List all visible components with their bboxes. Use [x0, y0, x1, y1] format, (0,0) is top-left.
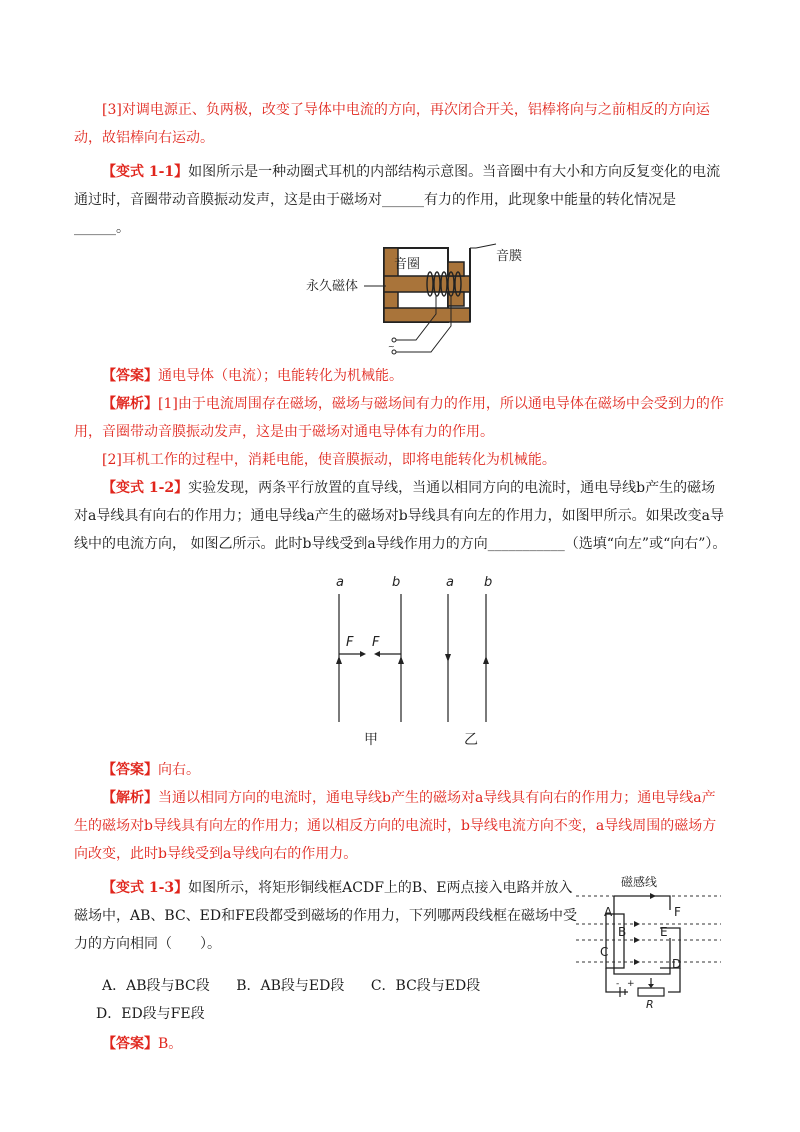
variant-1-1-question: [74, 158, 729, 242]
answer-tag: 【答案】: [102, 1036, 158, 1052]
variant-1-1-text: 如图所示是一种动圈式耳机的内部结构示意图。当音圈中有大小和方向反复变化的电流通过时，音圈带动音膜振动发声，这是由于磁场对______有力的作用，此现象中能量的转化情况是______。: [74, 164, 721, 236]
svg-text:-: -: [616, 979, 620, 989]
label-b-jia: b: [392, 575, 401, 590]
label-a-yi: a: [446, 575, 454, 590]
document-page: [74, 96, 729, 1058]
variant-1-3-tag: 【变式 1-3】: [102, 880, 189, 896]
answer-tag: 【答案】: [102, 762, 158, 778]
earphone-diagram: [306, 244, 523, 362]
analysis-text: [1]由于电流周围存在磁场，磁场与磁场间有力的作用，所以通电导体在磁场中会受到力的作用，音圈带动音膜振动发声，这是由于磁场对通电导体有力的作用。: [74, 396, 724, 440]
magnet-label: 永久磁体: [306, 279, 359, 294]
label-E: E: [660, 925, 668, 939]
label-D: D: [672, 957, 682, 971]
label-F: F: [674, 905, 681, 919]
variant-1-2-text: 实验发现，两条平行放置的直导线，当通以相同方向的电流时，通电导线b产生的磁场对a导线具有向右的作用力；通电导线a产生的磁场对b导线具有向左的作用力，如图甲所示。如果改变a导线中的电流方向， 如图乙所示。此时b导线受到a导线作用力的方向___________（选填“向左”或“向右”）。: [74, 480, 727, 552]
label-B: B: [618, 925, 627, 939]
prev-analysis-line: [3]对调电源正、负两极，改变了导体中电流的方向，再次闭合开关，铝棒将向与之前相反的方向运动，故铝棒向右运动。: [74, 102, 710, 146]
label-yi: 乙: [464, 732, 478, 748]
label-b-yi: b: [484, 575, 493, 590]
variant-1-1-answer: [74, 362, 729, 390]
membrane-label: 音膜: [496, 249, 523, 264]
option-d[interactable]: D．ED段与FE段: [96, 1006, 205, 1022]
variant-1-2-answer: [74, 756, 729, 784]
label-f-left: F: [346, 635, 354, 650]
field-lines-label: 磁感线: [621, 875, 658, 889]
coil-label: 音圈: [394, 257, 421, 272]
answer-tag: 【答案】: [102, 368, 158, 384]
analysis-tag: 【解析】: [102, 396, 158, 412]
analysis-tag: 【解析】: [102, 790, 158, 806]
variant-1-1-analysis: [74, 390, 729, 446]
label-R: R: [646, 998, 654, 1011]
copper-frame-diagram: [576, 874, 721, 1010]
variant-1-2-analysis: [74, 784, 729, 868]
variant-1-1-analysis-2: [2]耳机工作的过程中，消耗电能，使音膜振动，即将电能转化为机械能。: [102, 452, 556, 468]
option-c[interactable]: C．BC段与ED段: [370, 978, 481, 994]
options: [74, 972, 579, 1028]
answer-text: 通电导体（电流）；电能转化为机械能。: [158, 368, 403, 384]
variant-1-1-tag: 【变式 1-1】: [102, 164, 189, 180]
label-a-jia: a: [336, 575, 344, 590]
answer-text: B。: [158, 1036, 183, 1052]
svg-text:~: ~: [388, 342, 395, 351]
svg-text:+: +: [627, 979, 635, 989]
option-a[interactable]: A．AB段与BC段: [102, 978, 210, 994]
label-jia: 甲: [364, 732, 378, 748]
label-C: C: [600, 945, 609, 959]
variant-1-3-answer: [74, 1030, 729, 1058]
variant-1-2-tag: 【变式 1-2】: [102, 480, 189, 496]
label-A: A: [604, 905, 613, 919]
variant-1-3-text: 如图所示，将矩形铜线框ACDF上的B、E两点接入电路并放入磁场中，AB、BC、ED和FE段都受到磁场的作用力，下列哪两段线框在磁场中受力的方向相同（ ）。: [74, 880, 578, 952]
answer-text: 向右。: [158, 762, 200, 778]
label-f-right: F: [372, 635, 380, 650]
variant-1-2-question: [74, 474, 729, 558]
variant-1-3-block: [74, 874, 729, 1034]
parallel-wires-diagram: [336, 572, 506, 750]
option-b[interactable]: B．AB段与ED段: [236, 978, 345, 994]
analysis-text: 当通以相同方向的电流时，通电导线b产生的磁场对a导线具有向右的作用力；通电导线a产生的磁场对b导线具有向左的作用力；通以相反方向的电流时，b导线电流方向不变，a导线周围的磁场方向改变，此时b导线受到a导线向右的作用力。: [74, 790, 717, 862]
variant-1-3-question: [74, 874, 579, 958]
